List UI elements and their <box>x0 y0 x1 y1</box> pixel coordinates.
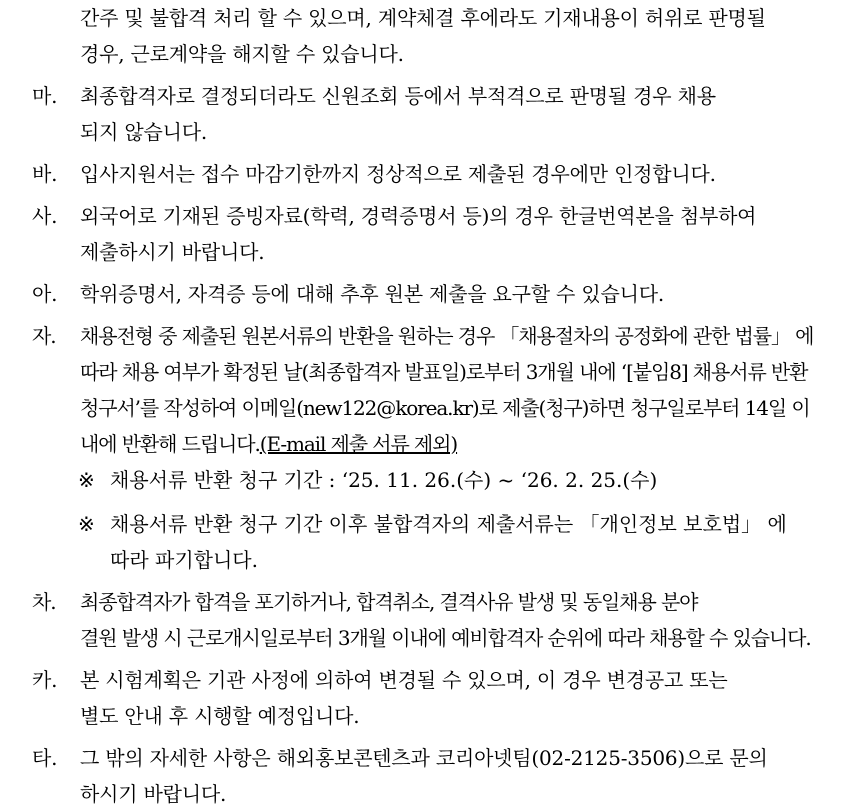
item-line: 그 밖의 자세한 사항은 해외홍보콘텐츠과 코리아넷팀(02-2125-3506)으로 문의 <box>80 746 768 770</box>
item-cha <box>30 584 832 656</box>
item-ka <box>30 662 832 734</box>
reference-mark: ※ <box>78 468 95 492</box>
item-marker: 마. <box>32 84 58 108</box>
item-line: 본 시험계획은 기관 사정에 의하여 변경될 수 있으며, 이 경우 변경공고 또는 <box>80 668 728 692</box>
item-continuation <box>30 0 832 72</box>
note-line: 채용서류 반환 청구 기간 : ‘25. 11. 26.(수) ~ ‘26. 2. 25.(수) <box>110 468 658 492</box>
item-line: 결원 발생 시 근로개시일로부터 3개월 이내에 예비합격자 순위에 따라 채용할 수 있습니다. <box>80 626 811 650</box>
item-ma <box>30 78 832 150</box>
item-line: 별도 안내 후 시행할 예정입니다. <box>80 704 360 728</box>
note-disposal <box>30 506 832 578</box>
item-line: 최종합격자가 합격을 포기하거나, 합격취소, 결격사유 발생 및 동일채용 분야 <box>80 590 698 614</box>
item-line: 외국어로 기재된 증빙자료(학력, 경력증명서 등)의 경우 한글번역본을 첨부하여 <box>80 204 757 228</box>
reference-mark: ※ <box>78 512 95 536</box>
item-line: 청구서’를 작성하여 이메일(new122@korea.kr)로 제출(청구)하면 청구일로부터 14일 이 <box>80 396 810 420</box>
item-line: 하시기 바랍니다. <box>80 782 227 806</box>
item-marker: 바. <box>32 162 58 186</box>
item-line-last <box>80 426 832 462</box>
item-line: 간주 및 불합격 처리 할 수 있으며, 계약체결 후에라도 기재내용이 허위로 판명될 <box>80 6 766 30</box>
item-marker: 자. <box>32 324 56 348</box>
item-a <box>30 276 832 312</box>
item-ta <box>30 740 832 812</box>
item-line: 되지 않습니다. <box>80 120 208 144</box>
item-marker: 사. <box>32 204 58 228</box>
item-marker: 아. <box>32 282 58 306</box>
item-text: 내에 반환해 드립니다. <box>80 432 260 456</box>
item-line: 학위증명서, 자격증 등에 대해 추후 원본 제출을 요구할 수 있습니다. <box>80 282 664 306</box>
item-marker: 차. <box>32 590 56 614</box>
note-return-period <box>30 462 832 498</box>
note-line: 따라 파기합니다. <box>110 548 258 572</box>
item-line: 최종합격자로 결정되더라도 신원조회 등에서 부적격으로 판명될 경우 채용 <box>80 84 716 108</box>
item-ba <box>30 156 832 192</box>
item-marker: 카. <box>32 668 58 692</box>
item-line: 경우, 근로계약을 해지할 수 있습니다. <box>80 42 404 66</box>
item-line: 따라 채용 여부가 확정된 날(최종합격자 발표일)로부터 3개월 내에 ‘[붙임8] 채용서류 반환 <box>80 360 808 384</box>
item-sa <box>30 198 832 270</box>
email-exclusion-note: (E-mail 제출 서류 제외) <box>259 432 458 456</box>
item-line: 입사지원서는 접수 마감기한까지 정상적으로 제출된 경우에만 인정합니다. <box>80 162 716 186</box>
note-line: 채용서류 반환 청구 기간 이후 불합격자의 제출서류는 「개인정보 보호법」 에 <box>110 512 787 536</box>
item-ja <box>30 318 832 462</box>
item-line: 채용전형 중 제출된 원본서류의 반환을 원하는 경우 「채용절차의 공정화에 관한 법률」 에 <box>80 324 814 348</box>
item-marker: 타. <box>32 746 58 770</box>
item-line: 제출하시기 바랍니다. <box>80 240 265 264</box>
